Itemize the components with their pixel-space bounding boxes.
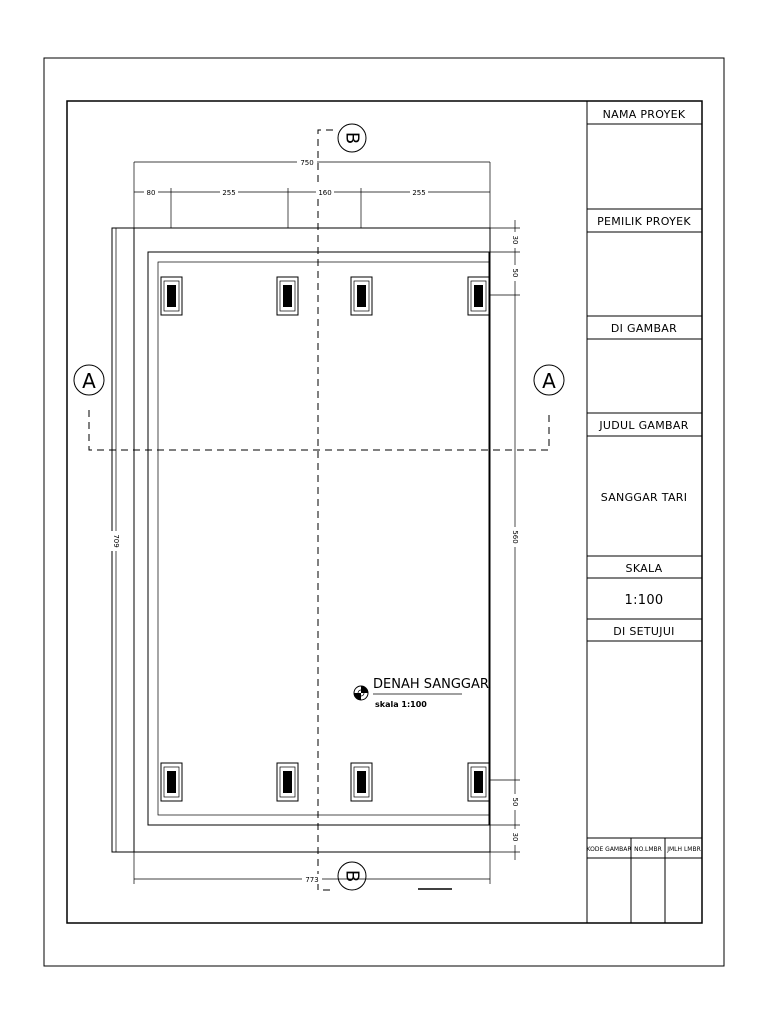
column <box>161 763 182 801</box>
columns <box>161 277 489 801</box>
section-label-b-top: B <box>341 131 363 145</box>
dim-top-total: 750 <box>300 159 314 167</box>
dim-top-seg-3: 160 <box>318 189 332 197</box>
section-marker-b-bottom <box>338 862 366 890</box>
dimension-top <box>134 156 490 228</box>
drawing-title-block <box>354 677 489 709</box>
column <box>351 277 372 315</box>
title-block-pemilik-proyek: PEMILIK PROYEK <box>597 215 691 228</box>
title-block-di-setujui: DI SETUJUI <box>613 625 675 638</box>
dim-top-seg-1: 80 <box>146 189 156 197</box>
title-block-kode-gambar: KODE GAMBAR <box>586 846 632 853</box>
title-block <box>587 101 702 923</box>
dim-right-bottom-inner: 50 <box>511 797 519 807</box>
dim-right-bottom-outer: 30 <box>511 832 519 842</box>
dim-right-top-outer: 30 <box>511 235 519 245</box>
dimension-bottom <box>134 852 490 889</box>
column <box>351 763 372 801</box>
title-block-judul-value: SANGGAR TARI <box>600 491 688 504</box>
section-marker-a-left <box>74 365 104 395</box>
title-block-no-lmbr: NO.LMBR <box>634 846 662 853</box>
drawing-scale-note: skala 1:100 <box>375 700 427 709</box>
dim-left-total: 709 <box>112 534 120 548</box>
title-block-judul-gambar: JUDUL GAMBAR <box>599 419 689 432</box>
title-block-skala-value: 1:100 <box>624 593 664 608</box>
building-outline <box>112 228 490 852</box>
dim-top-seg-2: 255 <box>222 189 236 197</box>
column <box>161 277 182 315</box>
title-block-nama-proyek: NAMA PROYEK <box>602 108 686 121</box>
section-marker-a-right <box>534 365 564 395</box>
dimension-right <box>489 220 520 860</box>
title-block-di-gambar: DI GAMBAR <box>610 322 678 335</box>
title-block-skala: SKALA <box>625 562 663 575</box>
drawing-title: DENAH SANGGAR <box>373 677 489 692</box>
title-block-jmlh-lmbr: JMLH LMBR <box>667 846 701 853</box>
section-marker-b-top <box>338 124 366 152</box>
section-line-b <box>318 130 333 890</box>
section-label-b-bottom: B <box>341 869 363 883</box>
section-label-a-left: A <box>82 369 96 393</box>
dim-right-top-inner: 50 <box>511 268 519 278</box>
column <box>277 277 298 315</box>
dim-right-middle: 560 <box>511 530 519 544</box>
dim-top-seg-4: 255 <box>412 189 426 197</box>
column <box>277 763 298 801</box>
section-label-a-right: A <box>542 369 556 393</box>
column <box>468 277 489 315</box>
column <box>468 763 489 801</box>
dim-bottom-total: 773 <box>305 876 319 884</box>
